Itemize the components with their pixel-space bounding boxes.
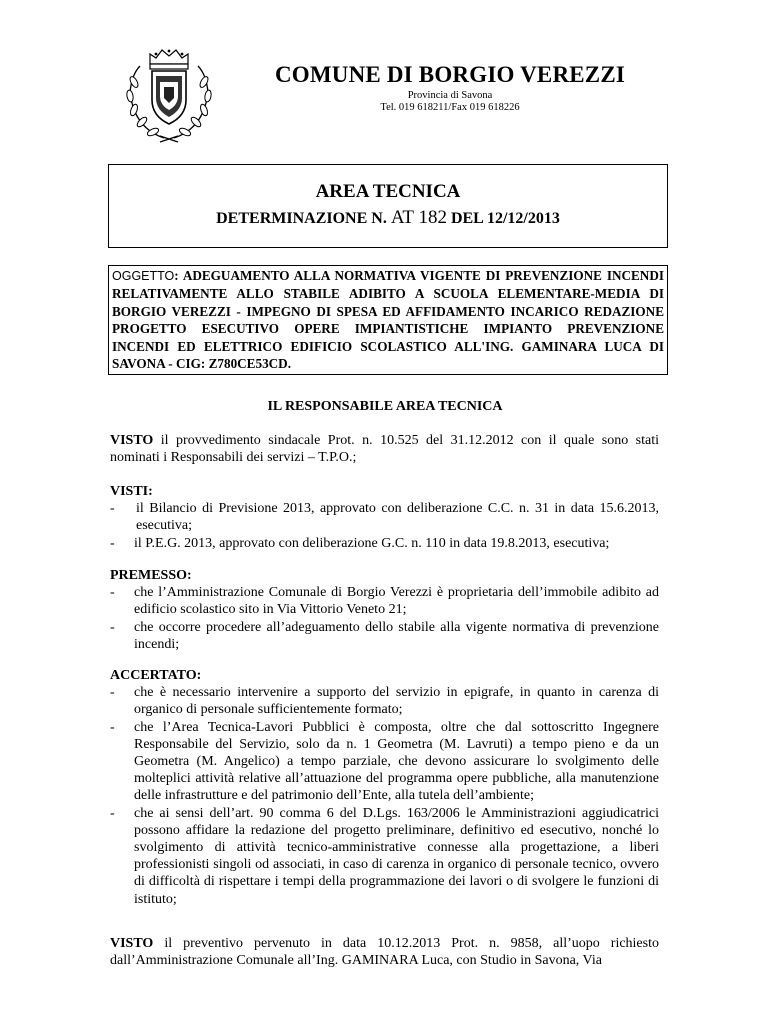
title-box xyxy=(108,164,668,248)
det-prefix: DETERMINAZIONE N. xyxy=(216,210,387,227)
list-item: - che è necessario intervenire a supporto del servizio in epigrafe, in quanto in carenza di organico di personale sufficientemente formato; xyxy=(110,685,659,718)
det-del: DEL xyxy=(450,210,483,227)
letterhead xyxy=(230,62,670,113)
area-title: AREA TECNICA xyxy=(315,181,461,202)
det-number: AT 182 xyxy=(390,207,447,228)
det-date: 12/12/2013 xyxy=(486,210,560,227)
list-item: - che ai sensi dell’art. 90 comma 6 del D.Lgs. 163/2006 le Amministrazioni aggiudicatrici possono affidare la redazione del progetto preliminare, definitivo ed esecutivo, nonché lo svolgimento di attività tecnico-amministrative connesse alla progettazione, a liberi professionisti singoli od associati, in caso di carenza in organico di personale tecnico, ovvero di difficoltà di rispettare i tempi della programmazione dei lavori o di svolgere le funzioni di istituto; xyxy=(110,805,659,907)
responsabile-heading: IL RESPONSABILE AREA TECNICA xyxy=(267,399,503,414)
list-item: - il P.E.G. 2013, approvato con deliberazione G.C. n. 110 in data 19.8.2013, esecutiva; xyxy=(110,535,610,551)
list-item: - il Bilancio di Previsione 2013, approvato con deliberazione C.C. n. 31 in data 15.6.2013, esecutiva; xyxy=(110,501,659,534)
visto2-label: VISTO xyxy=(110,936,154,951)
provincia: Provincia di Savona xyxy=(407,90,493,101)
premesso-label: PREMESSO: xyxy=(110,568,192,583)
oggetto-label: OGGETTO xyxy=(112,269,175,283)
comune-crest-logo xyxy=(120,42,218,146)
list-item: - che l’Amministrazione Comunale di Borgio Verezzi è proprietaria dell’immobile adibito ad edificio scolastico sito in Via Vittorio Veneto 21; xyxy=(110,585,659,618)
accertato-label: ACCERTATO: xyxy=(110,668,202,683)
visto2-text: il preventivo pervenuto in data 10.12.2013 Prot. n. 9858, all’uopo richiesto dall’Amministrazione Comunale all’Ing. GAMINARA Luca, con Studio in Savona, Via xyxy=(110,936,659,969)
visti-label: VISTI: xyxy=(110,484,153,499)
visto-paragraph-1 xyxy=(110,432,659,466)
oggetto-text: : ADEGUAMENTO ALLA NORMATIVA VIGENTE DI PREVENZIONE INCENDI RELATIVAMENTE ALLO STABILE ADIBITO A SCUOLA ELEMENTARE-MEDIA DI BORGIO VEREZZI - IMPEGNO DI SPESA ED AFFIDAMENTO INCARICO REDAZIONE PROGETTO ESECUTIVO OPERE IMPIANTISTICHE IMPIANTO PREVENZIONE INCENDI ED ELETTRICO EDIFICIO SCOLASTICO ALL'ING. GAMINARA LUCA DI SAVONA - CIG: Z780CE53CD. xyxy=(112,268,664,372)
visto-paragraph-2 xyxy=(110,935,659,969)
visto-text: il provvedimento sindacale Prot. n. 10.525 del 31.12.2012 con il quale sono stati nominati i Responsabili dei servizi – T.P.O.; xyxy=(110,433,659,466)
contact-numbers: Tel. 019 618211/Fax 019 618226 xyxy=(380,102,520,113)
premesso-section xyxy=(110,567,659,653)
comune-name: COMUNE DI BORGIO VEREZZI xyxy=(274,62,626,87)
determinazione-line xyxy=(109,207,667,229)
oggetto-box xyxy=(108,265,668,375)
list-item: - che occorre procedere all’adeguamento dello stabile alla vigente normativa di prevenzione incendi; xyxy=(110,619,659,652)
visti-section xyxy=(110,483,659,552)
list-item: - che l’Area Tecnica-Lavori Pubblici è composta, oltre che dal sottoscritto Ingegnere Responsabile del Servizio, solo da n. 1 Geometra (M. Lavruti) a tempo pieno e da un Geometra (M. Angelico) a tempo parziale, che devono assicurare lo svolgimento delle molteplici attività relative all’attuazione del programma opere pubbliche, alla manutenzione delle infrastrutture e del patrimonio dell’Ente, alla tutela dell’ambiente; xyxy=(110,719,659,804)
visto-label: VISTO xyxy=(110,433,154,448)
accertato-section xyxy=(110,667,659,908)
